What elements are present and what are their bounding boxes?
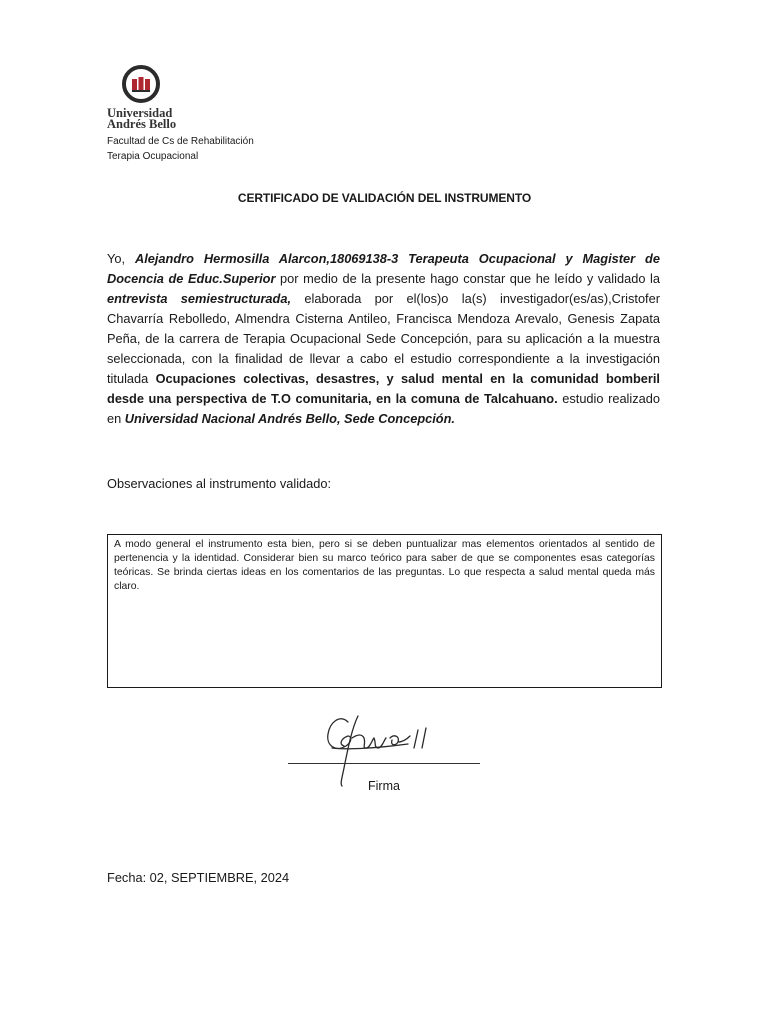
body-text-3: estudio realizado en: [107, 391, 660, 426]
university-emblem-icon: [121, 64, 161, 104]
institution-name: Universidad Nacional Andrés Bello, Sede Concepción.: [124, 411, 455, 426]
observations-text: A modo general el instrumento esta bien, pero si se deben puntualizar mas elementos orientados al sentido de pertenencia y la identidad. Considerar bien su marco teórico para saber de que se componentes esas categorías teóricas. Se brinda ciertas ideas en los comentarios de las preguntas. Lo que respecta a salud mental queda más claro.: [114, 539, 655, 592]
instrument-name: entrevista semiestructurada,: [107, 291, 292, 306]
university-name-line2: Andrés Bello: [107, 117, 177, 131]
signature-line: [288, 763, 480, 764]
document-date: Fecha: 02, SEPTIEMBRE, 2024: [107, 870, 290, 885]
observations-label: Observaciones al instrumento validado:: [107, 476, 332, 491]
university-name: [107, 108, 187, 130]
university-name-line1: Universidad: [107, 106, 173, 120]
document-title: CERTIFICADO DE VALIDACIÓN DEL INSTRUMENTO: [237, 191, 532, 205]
body-text-1: por medio de la presente hago constar que he leído y validado la: [275, 271, 660, 286]
faculty-name: Facultad de Cs de Rehabilitación: [107, 136, 254, 147]
certificate-paragraph: [107, 249, 660, 429]
signer-name: Alejandro Hermosilla Alarcon,18069138-3 Terapeuta Ocupacional y Magister de Docencia de Educ.Superior: [107, 251, 660, 286]
program-name: Terapia Ocupacional: [107, 151, 199, 162]
signature-label: Firma: [368, 779, 400, 793]
intro-text: Yo,: [107, 251, 135, 266]
research-title: Ocupaciones colectivas, desastres, y salud mental en la comunidad bomberil desde una perspectiva de T.O comunitaria, en la comuna de Talcahuano.: [107, 371, 660, 406]
university-logo: [107, 64, 187, 130]
handwritten-signature: [318, 708, 448, 790]
observations-box: [107, 534, 662, 688]
faculty-info: [107, 134, 254, 164]
body-text-2: elaborada por el(los)o la(s) investigador(es/as),Cristofer Chavarría Rebolledo, Almendra Cisterna Antileo, Francisca Mendoza Arevalo, Genesis Zapata Peña, de la carrera de Terapia Ocupacional Sede Concepción, para su aplicación a la muestra seleccionada, con la finalidad de llevar a cabo el estudio correspondiente a la investigación titulada: [107, 291, 660, 386]
